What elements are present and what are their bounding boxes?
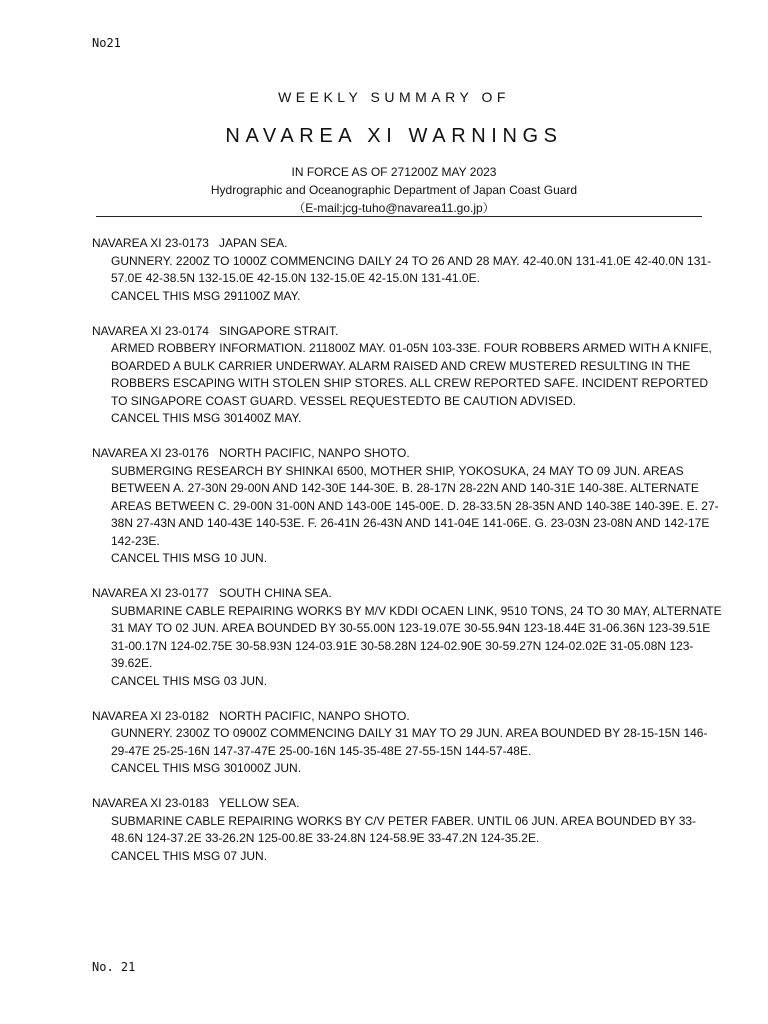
document-subtitle: WEEKLY SUMMARY OF — [278, 89, 510, 105]
warning-body: SUBMARINE CABLE REPAIRING WORKS BY M/V KDDI OCAEN LINK, 9510 TONS, 24 TO 30 MAY, ALTERNATE 31 MAY TO 02 JUN. AREA BOUNDED BY 30-55.00N 123-19.07E 30-55.94N 123-18.44E 31-06.36N 123-39.51E 31-00.17N 124-02.75E 30-58.93N 124-03.91E 30-58.28N 124-02.90E 30-59.27N 124-02.02E 31-05.08N 123-39.62E. — [111, 603, 722, 670]
warning-heading — [92, 585, 722, 603]
warning-entry — [92, 585, 722, 690]
warning-id: NAVAREA XI 23-0176 — [92, 446, 209, 460]
warning-cancel: CANCEL THIS MSG 291100Z MAY. — [111, 288, 301, 303]
warning-heading — [92, 235, 722, 253]
contact-email: （E-mail:jcg-tuho@navarea11.go.jp） — [293, 201, 495, 215]
warning-area: SINGAPORE STRAIT. — [218, 323, 339, 338]
warnings-list — [92, 235, 722, 883]
warning-area: NORTH PACIFIC, NANPO SHOTO. — [218, 708, 410, 723]
in-force-date: IN FORCE AS OF 271200Z MAY 2023 — [291, 165, 497, 179]
warning-area: NORTH PACIFIC, NANPO SHOTO. — [218, 446, 410, 460]
warning-id: NAVAREA XI 23-0173 — [92, 236, 209, 250]
warning-body: GUNNERY. 2300Z TO 0900Z COMMENCING DAILY 31 MAY TO 29 JUN. AREA BOUNDED BY 28-15-15N 146-29-47E 25-25-16N 147-37-47E 25-00-16N 145-35-48E 27-55-15N 144-57-48E. — [111, 726, 708, 758]
warning-body: SUBMARINE CABLE REPAIRING WORKS BY C/V PETER FABER. UNTIL 06 JUN. AREA BOUNDED BY 33-48.6N 124-37.2E 33-26.2N 125-00.8E 33-24.8N 124-58.9E 33-47.2N 124-35.2E. — [111, 813, 697, 845]
page-number-top: No21 — [92, 36, 121, 50]
warning-body: GUNNERY. 2200Z TO 1000Z COMMENCING DAILY 24 TO 26 AND 28 MAY. 42-40.0N 131-41.0E 42-40.0N 131-57.0E 42-38.5N 132-15.0E 42-15.0N 132-15.0E 42-15.0N 131-41.0E. — [111, 253, 712, 285]
warning-cancel: CANCEL THIS MSG 301400Z MAY. — [111, 411, 302, 425]
warning-entry — [92, 708, 722, 778]
page-number-bottom: No. 21 — [92, 960, 136, 974]
warning-body: SUBMERGING RESEARCH BY SHINKAI 6500, MOTHER SHIP, YOKOSUKA, 24 MAY TO 09 JUN. AREAS BETWEEN A. 27-30N 29-00N AND 142-30E 144-30E. B. 28-17N 28-22N AND 140-31E 140-38E. ALTERNATE AREAS BETWEEN C. 29-00N 31-00N AND 143-00E 145-00E. D. 28-33.5N 28-35N AND 140-38E 140-39E. E. 27-38N 27-43N AND 140-43E 140-53E. F. 26-41N 26-43N AND 141-04E 141-06E. G. 23-03N 23-08N AND 142-17E 142-23E. — [111, 463, 719, 548]
warning-entry — [92, 323, 722, 428]
warning-heading — [92, 708, 722, 726]
header-divider — [96, 216, 702, 217]
warning-entry — [92, 795, 722, 865]
warning-heading — [92, 445, 722, 463]
warning-heading — [92, 795, 722, 813]
warning-area: JAPAN SEA. — [218, 236, 288, 250]
warning-cancel: CANCEL THIS MSG 03 JUN. — [111, 673, 268, 688]
department-name: Hydrographic and Oceanographic Department of Japan Coast Guard — [210, 183, 578, 197]
warning-entry — [92, 445, 722, 568]
document-header — [0, 88, 768, 216]
warning-entry — [92, 235, 722, 305]
warning-area: YELLOW SEA. — [218, 796, 300, 810]
warning-cancel: CANCEL THIS MSG 301000Z JUN. — [111, 761, 302, 775]
warning-id: NAVAREA XI 23-0177 — [92, 586, 209, 600]
warning-cancel: CANCEL THIS MSG 10 JUN. — [111, 551, 268, 565]
warning-area: SOUTH CHINA SEA. — [218, 586, 332, 600]
warning-cancel: CANCEL THIS MSG 07 JUN. — [111, 848, 268, 863]
warning-id: NAVAREA XI 23-0183 — [92, 796, 209, 810]
warning-heading — [92, 323, 722, 341]
document-title: NAVAREA XI WARNINGS — [225, 125, 563, 147]
warning-body: ARMED ROBBERY INFORMATION. 211800Z MAY. 01-05N 103-33E. FOUR ROBBERS ARMED WITH A KNIFE, BOARDED A BULK CARRIER UNDERWAY. ALARM RAISED AND CREW MUSTERED RESULTING IN THE ROBBERS ESCAPING WITH STOLEN SHIP STORES. ALL CREW REPORTED SAFE. INCIDENT REPORTED TO SINGAPORE COAST GUARD. VESSEL REQUESTEDTO BE CAUTION ADVISED. — [111, 341, 712, 408]
warning-id: NAVAREA XI 23-0174 — [92, 323, 209, 338]
warning-id: NAVAREA XI 23-0182 — [92, 708, 209, 723]
